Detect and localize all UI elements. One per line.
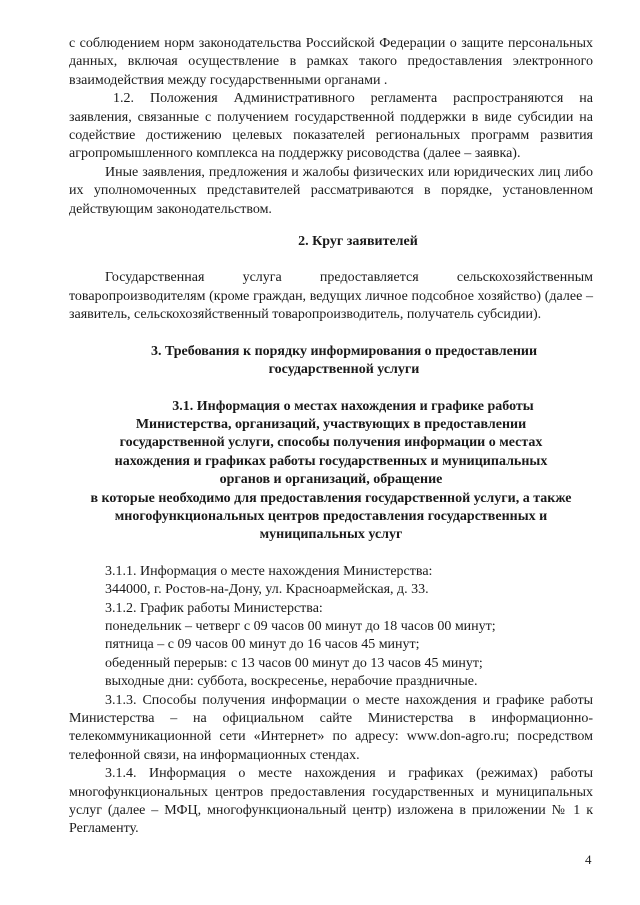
paragraph-1-2: 1.2. Положения Административного регламента распространяются на заявления, связанные с получением государственной поддержки в виде субсидии на содействие достижению целевых показателей региональных программ развития агропромышленного комплекса на поддержку рисоводства (далее – заявка). [69, 91, 593, 162]
section-3-1-heading-line: Министерства, организаций, участвующих в предоставлении [135, 416, 527, 432]
page-number: 4 [585, 852, 592, 867]
section-2-text: Государственная услуга предоставляется сельскохозяйственным товаропроизводителям (кроме граждан, ведущих личное подсобное хозяйство) (далее – заявитель, сельскохозяйственный товаропроизводитель, получатель субсидии). [69, 270, 593, 323]
section-3-1-heading-line: многофункциональных центров предоставления государственных и [114, 508, 548, 524]
document-page [69, 35, 593, 839]
location-line: 3.1.1. Информация о месте нахождения Министерства: [105, 563, 433, 579]
section-3-1-heading [69, 398, 593, 545]
section-3-1-heading-line: органов и организаций, обращение [219, 472, 443, 488]
section-3-1-heading-line: в которые необходимо для предоставления государственной услуги, а также [90, 490, 572, 506]
section-2-heading: 2. Круг заявителей [298, 234, 418, 250]
address-line: 344000, г. Ростов-на-Дону, ул. Красноармейская, д. 33. [105, 582, 429, 598]
section-3-heading: 3. Требования к порядку информирования о предоставлении государственной услуги [150, 343, 538, 378]
section-3-1-heading-line: 3.1. Информация о местах нахождения и графике работы [172, 398, 534, 414]
section-3-1-heading-line: муниципальных услуг [259, 527, 403, 543]
schedule-lunch-line: обеденный перерыв: с 13 часов 00 минут до 13 часов 45 минут; [105, 655, 483, 671]
paragraph-other-applications: Иные заявления, предложения и жалобы физических или юридических лиц либо их уполномоченных представителей рассматриваются в порядке, установленном действующим законодательством. [69, 164, 593, 217]
paragraph-continuation: с соблюдением норм законодательства Российской Федерации о защите персональных данных, включая осуществление в рамках такого предоставления электронного взаимодействия между государственными органами . [69, 36, 593, 88]
paragraph-3-1-3: 3.1.3. Способы получения информации о месте нахождения и графике работы Министерства – на официальном сайте Министерства в информационно-телекоммуникационной сети «Интернет» по адресу: www.don-agro.ru; посредством телефонной связи, на информационных стендах. [69, 692, 593, 763]
paragraph-3-1-4: 3.1.4. Информация о месте нахождения и графиках (режимах) работы многофункциональных центров предоставления государственных и муниципальных услуг (далее – МФЦ, многофункциональный центр) изложена в приложении № 1 к Регламенту. [69, 766, 593, 837]
schedule-friday-line: пятница – с 09 часов 00 минут до 16 часов 45 минут; [105, 637, 420, 653]
section-3-1-heading-line: нахождения и графиках работы государственных и муниципальных [114, 453, 548, 469]
schedule-mon-thu-line: понедельник – четверг с 09 часов 00 минут до 18 часов 00 минут; [105, 618, 496, 634]
schedule-weekend-line: выходные дни: суббота, воскресенье, нерабочие праздничные. [105, 674, 478, 690]
schedule-heading-line: 3.1.2. График работы Министерства: [105, 600, 323, 616]
section-3-1-heading-line: государственной услуги, способы получения информации о местах [119, 435, 543, 451]
